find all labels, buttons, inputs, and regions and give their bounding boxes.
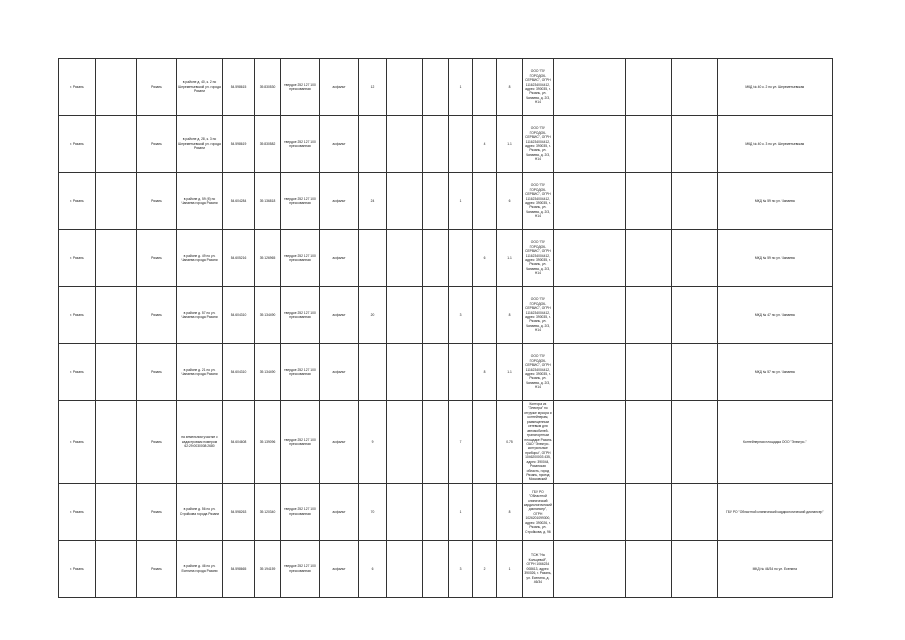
blank-cell: [671, 401, 717, 484]
address-cell: в районе д. 40, к. 2 по Шереметьевской ул. города Рязани: [177, 59, 223, 116]
sources-cell: МКД № 57 по ул. Чапаева: [717, 344, 832, 401]
longitude-cell: 39.134490: [255, 344, 281, 401]
address-cell: в районе д. 57 по ул. Чапаева города Рязани: [177, 287, 223, 344]
surface-cell: твердое 252 127 100 прессованная: [281, 230, 320, 287]
area-cell: 24: [359, 173, 387, 230]
latitude-cell: 54.598263: [223, 483, 255, 540]
count-cell: [449, 344, 473, 401]
address-cell: в районе д. 46 по ул. Есенина города Рязани: [177, 540, 223, 597]
longitude-cell: 39.830582: [255, 116, 281, 173]
material-cell: асфальт: [320, 344, 359, 401]
count-cell: 1: [449, 173, 473, 230]
col11-cell: [423, 344, 449, 401]
locality-cell: г. Рязань: [59, 483, 96, 540]
col16-cell: [553, 287, 625, 344]
sources-cell: Контейнерная площадка ООО "Электро-": [717, 401, 832, 484]
sources-cell: МКД № 59 по ул. Чапаева: [717, 230, 832, 287]
col17-cell: [625, 230, 671, 287]
blank-cell: [96, 287, 137, 344]
area-cell: 20: [359, 287, 387, 344]
col11-cell: [423, 59, 449, 116]
blank-cell: [671, 540, 717, 597]
col17-cell: [625, 116, 671, 173]
volume-cell: 8: [497, 287, 523, 344]
sources-cell: МКД № 40 к. 3 по ул. Шереметьевская: [717, 116, 832, 173]
district-cell: Рязань: [137, 483, 177, 540]
blank-cell: [671, 116, 717, 173]
sources-cell: МКД № 47 по ул. Чапаева: [717, 287, 832, 344]
longitude-cell: 39.194159: [255, 540, 281, 597]
blank-cell: [96, 401, 137, 484]
owner-cell: Контора из "Электра" по отгрузке мусора и контейнерам, размещенным сетевым для автомобилей-транспортным площадке Рязань ОАО "Электро-контрольные приборы", ОГРН 1046200003 435, адрес: 390044, Рязанская область, город Рязань, проезд Московский: [524, 402, 552, 482]
volume-cell: 1.1: [497, 230, 523, 287]
col10-cell: [387, 540, 423, 597]
address-cell: в районе д. 28, к. 3 по Шереметьевской ул. города Рязани: [177, 116, 223, 173]
sources-cell: МКД № 40 к. 2 по ул. Шереметьевская: [717, 59, 832, 116]
count-cell: 3: [449, 287, 473, 344]
table-row: [59, 344, 833, 401]
area-cell: 70: [359, 483, 387, 540]
surface-cell: твердое 252 127 100 прессованная: [281, 173, 320, 230]
area-cell: 9: [359, 401, 387, 484]
district-cell: Рязань: [137, 344, 177, 401]
table-row: [59, 116, 833, 173]
material-cell: асфальт: [320, 540, 359, 597]
col10-cell: [387, 344, 423, 401]
surface-cell: твердое 252 127 100 прессованная: [281, 287, 320, 344]
longitude-cell: 39.139096: [255, 401, 281, 484]
blank-cell: [96, 173, 137, 230]
surface-cell: твердое 252 127 100 прессованная: [281, 401, 320, 484]
blank-cell: [96, 344, 137, 401]
col17-cell: [625, 173, 671, 230]
surface-cell: твердое 252 127 100 прессованная: [281, 483, 320, 540]
locality-cell: г. Рязань: [59, 540, 96, 597]
col13-cell: [473, 401, 497, 484]
col13-cell: [473, 287, 497, 344]
area-cell: [359, 116, 387, 173]
locality-cell: г. Рязань: [59, 59, 96, 116]
longitude-cell: 39.126965: [255, 230, 281, 287]
count-cell: 1: [449, 59, 473, 116]
sources-cell: ГБУ РО "Областной клинический кардиологический диспансер": [717, 483, 832, 540]
blank-cell: [96, 483, 137, 540]
material-cell: асфальт: [320, 59, 359, 116]
col17-cell: [625, 59, 671, 116]
col11-cell: [423, 287, 449, 344]
blank-cell: [671, 59, 717, 116]
owner-cell: ООО "ПУ ГОРОДОК-СЕРВИС", ОГРН 1116234004412, адрес: 390035, г. Рязань, ул. Чапаева, д. 2/3, Н14: [523, 230, 554, 287]
col16-cell: [553, 401, 625, 484]
volume-cell: 1.1: [497, 116, 523, 173]
table-row: [59, 230, 833, 287]
data-table: [58, 58, 833, 598]
district-cell: Рязань: [137, 540, 177, 597]
col11-cell: [423, 116, 449, 173]
locality-cell: г. Рязань: [59, 230, 96, 287]
address-cell: в районе д. 59 (б) по Чапаева города Рязани: [177, 173, 223, 230]
locality-cell: г. Рязань: [59, 173, 96, 230]
col10-cell: [387, 483, 423, 540]
latitude-cell: 54.598615: [223, 59, 255, 116]
material-cell: асфальт: [320, 483, 359, 540]
blank-cell: [96, 116, 137, 173]
table-row: [59, 173, 833, 230]
col16-cell: [553, 344, 625, 401]
district-cell: Рязань: [137, 59, 177, 116]
col11-cell: [423, 401, 449, 484]
col13-cell: [473, 483, 497, 540]
material-cell: асфальт: [320, 401, 359, 484]
locality-cell: г. Рязань: [59, 401, 96, 484]
col17-cell: [625, 483, 671, 540]
latitude-cell: 54.598665: [223, 540, 255, 597]
district-cell: Рязань: [137, 173, 177, 230]
col17-cell: [625, 344, 671, 401]
volume-cell: 8: [497, 483, 523, 540]
material-cell: асфальт: [320, 173, 359, 230]
owner-cell: ООО "ПУ ГОРОДОК-СЕРВИС", ОГРН 1116234004412, адрес: 390035, г. Рязань, ул. Чапаева, д. 2/3, Н14: [523, 344, 554, 401]
latitude-cell: 54.604284: [223, 173, 255, 230]
table-row: [59, 401, 833, 484]
count-cell: 1: [449, 483, 473, 540]
district-cell: Рязань: [137, 116, 177, 173]
latitude-cell: 54.598619: [223, 116, 255, 173]
address-cell: в районе д. 49 по ул. Чапаева города Рязани: [177, 230, 223, 287]
col16-cell: [553, 59, 625, 116]
longitude-cell: 39.120340: [255, 483, 281, 540]
area-cell: [359, 230, 387, 287]
col11-cell: [423, 230, 449, 287]
latitude-cell: 54.604310: [223, 344, 255, 401]
surface-cell: твердое 252 127 100 прессованная: [281, 344, 320, 401]
col16-cell: [553, 116, 625, 173]
col16-cell: [553, 173, 625, 230]
col16-cell: [553, 540, 625, 597]
count-cell: [449, 230, 473, 287]
table-row: [59, 540, 833, 597]
district-cell: Рязань: [137, 401, 177, 484]
col10-cell: [387, 59, 423, 116]
col13-cell: [473, 59, 497, 116]
latitude-cell: 54.604608: [223, 401, 255, 484]
col13-cell: 4: [473, 116, 497, 173]
locality-cell: г. Рязань: [59, 287, 96, 344]
blank-cell: [671, 230, 717, 287]
volume-cell: 0.75: [497, 401, 523, 484]
table-row: [59, 483, 833, 540]
sources-cell: МКД № 46/34 по ул. Есенина: [717, 540, 832, 597]
col13-cell: 8: [473, 344, 497, 401]
longitude-cell: 39.830530: [255, 59, 281, 116]
material-cell: асфальт: [320, 230, 359, 287]
volume-cell: 6: [497, 173, 523, 230]
locality-cell: г. Рязань: [59, 344, 96, 401]
volume-cell: 1.1: [497, 344, 523, 401]
sources-cell: МКД № 59 по ул. Чапаева: [717, 173, 832, 230]
longitude-cell: 39.136818: [255, 173, 281, 230]
col11-cell: [423, 173, 449, 230]
owner-cell: ТСЖ "На Кольцевой", ОГРН 1066234 008613, адрес: 390026, г. Рязань, ул. Есенина, д. 46/34: [523, 540, 554, 597]
material-cell: асфальт: [320, 287, 359, 344]
blank-cell: [96, 230, 137, 287]
district-cell: Рязань: [137, 230, 177, 287]
col13-cell: 6: [473, 230, 497, 287]
area-cell: 6: [359, 540, 387, 597]
col17-cell: [625, 401, 671, 484]
address-cell: в районе д. 21 по ул. Чапаева города Рязани: [177, 344, 223, 401]
col16-cell: [553, 230, 625, 287]
col10-cell: [387, 116, 423, 173]
district-cell: Рязань: [137, 287, 177, 344]
area-cell: [359, 344, 387, 401]
owner-cell: ГБУ РО "Областной клинический кардиологический диспансер", ОГРН 1026201099300, адрес: 390026, г. Рязань, ул. Стройкова, д. 96: [523, 483, 554, 540]
col17-cell: [625, 540, 671, 597]
table-row: [59, 59, 833, 116]
col10-cell: [387, 173, 423, 230]
latitude-cell: 54.605216: [223, 230, 255, 287]
surface-cell: твердое 252 127 100 прессованная: [281, 540, 320, 597]
col10-cell: [387, 401, 423, 484]
count-cell: [449, 116, 473, 173]
volume-cell: 8: [497, 59, 523, 116]
blank-cell: [671, 483, 717, 540]
count-cell: 3: [449, 540, 473, 597]
volume-cell: 1: [497, 540, 523, 597]
col13-cell: 2: [473, 540, 497, 597]
col16-cell: [553, 483, 625, 540]
owner-cell: ООО "ПУ ГОРОДОК-СЕРВИС", ОГРН 1116234004412, адрес: 390035, г. Рязань, ул. Чапаева, д. 2/3, Н14: [523, 173, 554, 230]
owner-cell: ООО "ПУ ГОРОДОК-СЕРВИС", ОГРН 1116234004412, адрес: 390035, г. Рязань, ул. Чапаева, д. 2/3, Н14: [523, 59, 554, 116]
table-row: [59, 287, 833, 344]
col17-cell: [625, 287, 671, 344]
surface-cell: твердое 252 127 100 прессованная: [281, 59, 320, 116]
material-cell: асфальт: [320, 116, 359, 173]
owner-cell: ООО "ПУ ГОРОДОК-СЕРВИС", ОГРН 1116234004412, адрес: 390035, г. Рязань, ул. Чапаева, д. 2/3, Н14: [523, 116, 554, 173]
col10-cell: [387, 287, 423, 344]
area-cell: 12: [359, 59, 387, 116]
blank-cell: [96, 59, 137, 116]
col11-cell: [423, 483, 449, 540]
locality-cell: г. Рязань: [59, 116, 96, 173]
col11-cell: [423, 540, 449, 597]
col13-cell: [473, 173, 497, 230]
surface-cell: твердое 252 127 100 прессованная: [281, 116, 320, 173]
latitude-cell: 54.604310: [223, 287, 255, 344]
address-cell: в районе д. 56 по ул. Стройкова города Рязани: [177, 483, 223, 540]
address-cell: на земельном участке с кадастровым номером 62:29:0030008:2680: [177, 401, 223, 484]
blank-cell: [96, 540, 137, 597]
blank-cell: [671, 344, 717, 401]
count-cell: 7: [449, 401, 473, 484]
blank-cell: [671, 173, 717, 230]
col10-cell: [387, 230, 423, 287]
owner-cell: ООО "ПУ ГОРОДОК-СЕРВИС", ОГРН 1116234004412, адрес: 390035, г. Рязань, ул. Чапаева, д. 2/3, Н14: [523, 287, 554, 344]
blank-cell: [671, 287, 717, 344]
longitude-cell: 39.134490: [255, 287, 281, 344]
